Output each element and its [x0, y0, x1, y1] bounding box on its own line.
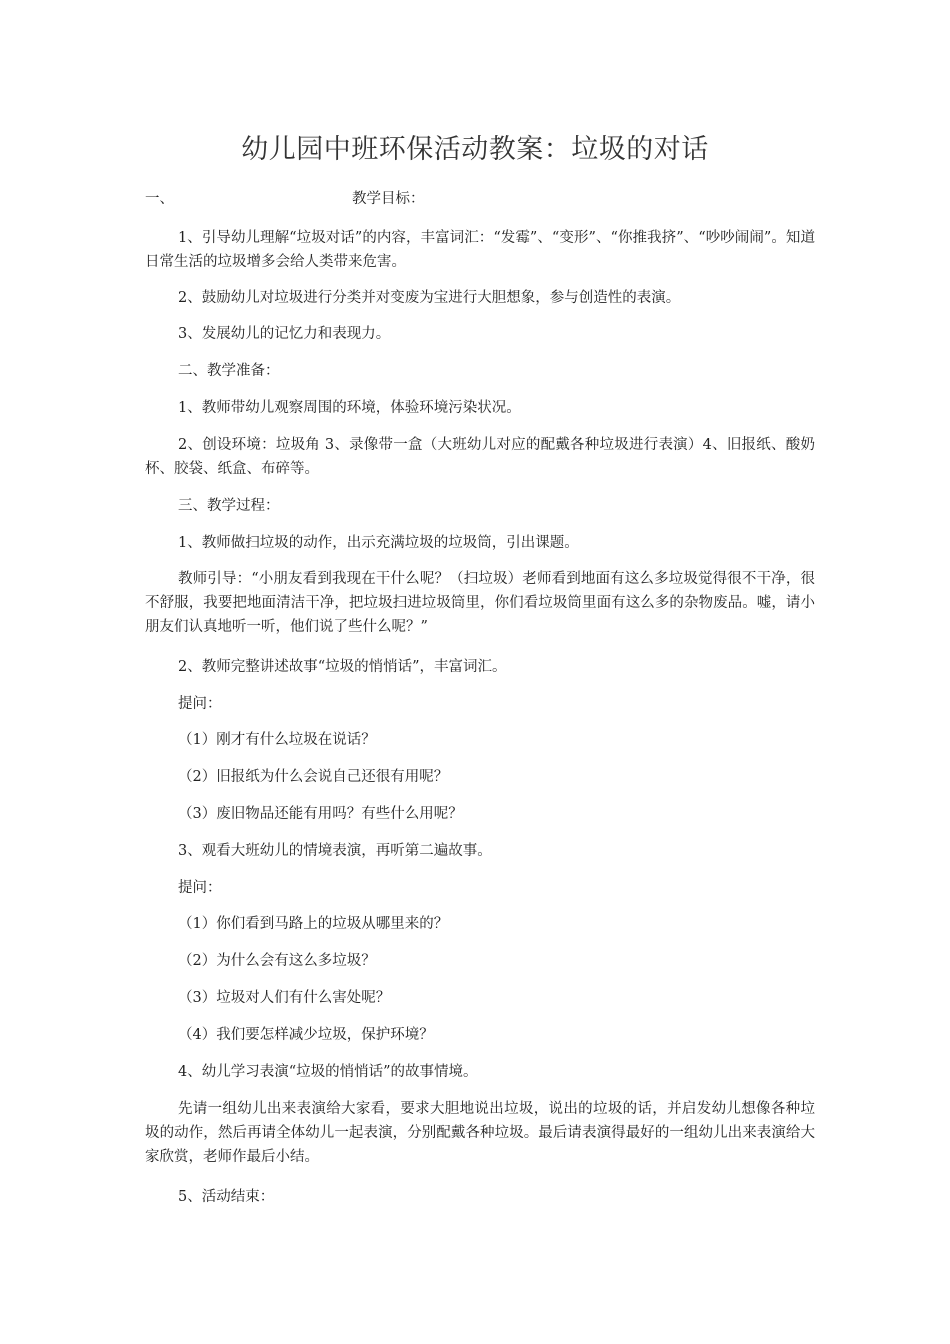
- document-title: 幼儿园中班环保活动教案：垃圾的对话: [241, 134, 709, 165]
- process-step-5: 5、活动结束：: [178, 1189, 275, 1205]
- preparation-2: 2、创设环境：垃圾角 3、录像带一盒（大班幼儿对应的配戴各种垃圾进行表演）4、旧报纸、酸奶杯、胶袋、纸盒、布碎等。: [145, 437, 815, 477]
- questions-label-2: 提问：: [178, 880, 222, 896]
- question-1-1: （1）刚才有什么垃圾在说话？: [178, 732, 376, 748]
- process-step-1: 1、教师做扫垃圾的动作，出示充满垃圾的垃圾筒，引出课题。: [178, 535, 579, 551]
- question-1-2: （2）旧报纸为什么会说自己还很有用呢？: [178, 769, 449, 785]
- preparation-1: 1、教师带幼儿观察周围的环境，体验环境污染状况。: [178, 400, 521, 416]
- section-heading-preparation: 二、教学准备：: [178, 363, 280, 379]
- objective-1: 1、引导幼儿理解“垃圾对话”的内容，丰富词汇：“发霉”、“变形”、“你推我挤”、“吵吵闹闹”。知道日常生活的垃圾增多会给人类带来危害。: [145, 230, 815, 270]
- questions-label-1: 提问：: [178, 696, 222, 712]
- question-1-3: （3）废旧物品还能有用吗？有些什么用呢？: [178, 806, 463, 822]
- process-step-3: 3、观看大班幼儿的情境表演，再听第二遍故事。: [178, 843, 492, 859]
- objective-3: 3、发展幼儿的记忆力和表现力。: [178, 326, 391, 342]
- section-heading-process: 三、教学过程：: [178, 498, 280, 514]
- performance-description: 先请一组幼儿出来表演给大家看，要求大胆地说出垃圾，说出的垃圾的话，并启发幼儿想像各种垃圾的动作，然后再请全体幼儿一起表演，分别配戴各种垃圾。最后请表演得最好的一组幼儿出来表演给大家欣赏，老师作最后小结。: [145, 1101, 815, 1165]
- question-2-2: （2）为什么会有这么多垃圾？: [178, 953, 376, 969]
- question-2-4: （4）我们要怎样减少垃圾，保护环境？: [178, 1027, 434, 1043]
- section-number-1: 一、: [145, 191, 174, 207]
- process-step-4: 4、幼儿学习表演“垃圾的悄悄话”的故事情境。: [178, 1064, 478, 1080]
- objective-2: 2、鼓励幼儿对垃圾进行分类并对变废为宝进行大胆想象，参与创造性的表演。: [178, 290, 681, 306]
- question-2-1: （1）你们看到马路上的垃圾从哪里来的？: [178, 916, 449, 932]
- teacher-guidance: 教师引导：“小朋友看到我现在干什么呢？（扫垃圾）老师看到地面有这么多垃圾觉得很不干净，很不舒服，我要把地面清洁干净，把垃圾扫进垃圾筒里，你们看垃圾筒里面有这么多的杂物废品。嘘，请小朋友们认真地听一听，他们说了些什么呢？”: [145, 571, 815, 635]
- question-2-3: （3）垃圾对人们有什么害处呢？: [178, 990, 391, 1006]
- process-step-2: 2、教师完整讲述故事“垃圾的悄悄话”，丰富词汇。: [178, 659, 507, 675]
- section-heading-objectives: 教学目标：: [352, 191, 425, 207]
